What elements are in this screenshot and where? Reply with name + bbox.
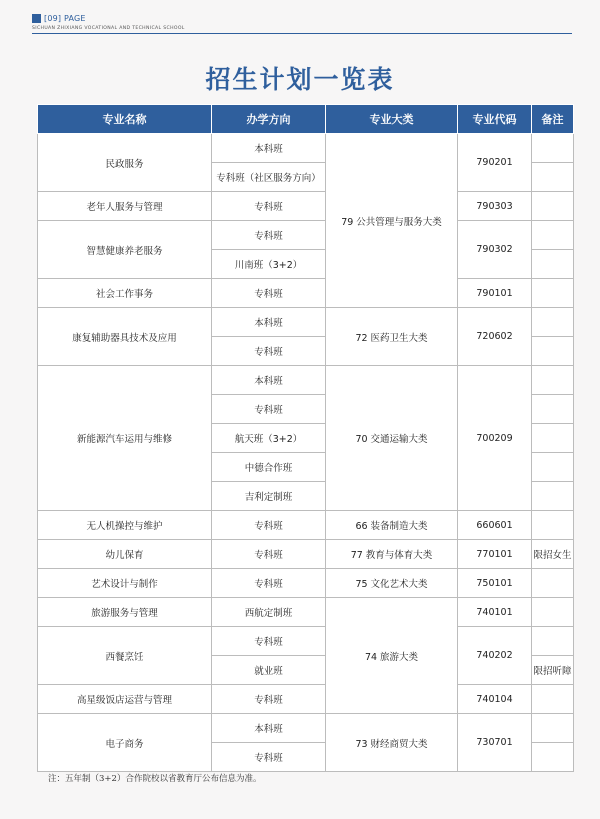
- remark: [532, 482, 574, 511]
- footnote: 注：五年制（3+2）合作院校以省教育厅公布信息为准。: [48, 774, 262, 784]
- major-code: 770101: [458, 540, 532, 569]
- major-category: 74 旅游大类: [326, 598, 458, 714]
- remark: [532, 627, 574, 656]
- remark: [532, 192, 574, 221]
- direction: 专科班: [212, 511, 326, 540]
- remark: [532, 366, 574, 395]
- major-name: 智慧健康养老服务: [38, 221, 212, 279]
- major-code: 740104: [458, 685, 532, 714]
- direction: 本科班: [212, 134, 326, 163]
- direction: 吉利定制班: [212, 482, 326, 511]
- major-code: 750101: [458, 569, 532, 598]
- major-name: 老年人服务与管理: [38, 192, 212, 221]
- header-divider: [32, 33, 572, 34]
- major-category: 77 教育与体育大类: [326, 540, 458, 569]
- table-header-row: [38, 105, 574, 134]
- table-row: [38, 685, 574, 714]
- direction: 专科班: [212, 192, 326, 221]
- direction: 专科班（社区服务方向）: [212, 163, 326, 192]
- column-header-direction: 办学方向: [212, 105, 326, 134]
- table-row: [38, 569, 574, 598]
- page-number: [09] PAGE: [44, 13, 86, 23]
- remark: [532, 250, 574, 279]
- remark: [532, 337, 574, 366]
- remark: [532, 743, 574, 772]
- major-name: 康复辅助器具技术及应用: [38, 308, 212, 366]
- page-marker-icon: [32, 14, 41, 23]
- table-row: [38, 540, 574, 569]
- major-name: 幼儿保育: [38, 540, 212, 569]
- table-row: [38, 598, 574, 627]
- remark: [532, 279, 574, 308]
- major-category: 66 装备制造大类: [326, 511, 458, 540]
- direction: 专科班: [212, 685, 326, 714]
- table-row: [38, 279, 574, 308]
- column-header-major: 专业名称: [38, 105, 212, 134]
- major-name: 无人机操控与维护: [38, 511, 212, 540]
- direction: 专科班: [212, 540, 326, 569]
- table-row: [38, 511, 574, 540]
- direction: 本科班: [212, 366, 326, 395]
- remark: 限招听障: [532, 656, 574, 685]
- major-category: 79 公共管理与服务大类: [326, 134, 458, 308]
- remark: [532, 424, 574, 453]
- page-header: [32, 12, 572, 34]
- table-row: [38, 714, 574, 743]
- major-name: 旅游服务与管理: [38, 598, 212, 627]
- remark: [532, 598, 574, 627]
- school-name: SICHUAN ZHIXIANG VOCATIONAL AND TECHNICAL SCHOOL: [32, 26, 185, 31]
- major-category: 73 财经商贸大类: [326, 714, 458, 772]
- major-code: 790303: [458, 192, 532, 221]
- remark: 限招女生: [532, 540, 574, 569]
- table-row: [38, 134, 574, 163]
- direction: 本科班: [212, 308, 326, 337]
- table-row: [38, 221, 574, 250]
- major-category: 75 文化艺术大类: [326, 569, 458, 598]
- remark: [532, 685, 574, 714]
- major-code: 730701: [458, 714, 532, 772]
- major-name: 电子商务: [38, 714, 212, 772]
- major-code: 720602: [458, 308, 532, 366]
- major-code: 790101: [458, 279, 532, 308]
- major-category: 72 医药卫生大类: [326, 308, 458, 366]
- direction: 专科班: [212, 627, 326, 656]
- major-name: 新能源汽车运用与维修: [38, 366, 212, 511]
- direction: 专科班: [212, 221, 326, 250]
- major-code: 790201: [458, 134, 532, 192]
- major-code: 700209: [458, 366, 532, 511]
- major-code: 790302: [458, 221, 532, 279]
- remark: [532, 511, 574, 540]
- table-row: [38, 366, 574, 395]
- remark: [532, 134, 574, 163]
- remark: [532, 569, 574, 598]
- direction: 航天班（3+2）: [212, 424, 326, 453]
- direction: 专科班: [212, 743, 326, 772]
- remark: [532, 221, 574, 250]
- remark: [532, 163, 574, 192]
- direction: 西航定制班: [212, 598, 326, 627]
- table-row: [38, 308, 574, 337]
- major-category: 70 交通运输大类: [326, 366, 458, 511]
- column-header-code: 专业代码: [458, 105, 532, 134]
- direction: 本科班: [212, 714, 326, 743]
- direction: 专科班: [212, 569, 326, 598]
- major-name: 高星级饭店运营与管理: [38, 685, 212, 714]
- direction: 专科班: [212, 337, 326, 366]
- enrollment-plan-table: [37, 104, 574, 772]
- direction: 专科班: [212, 279, 326, 308]
- major-name: 艺术设计与制作: [38, 569, 212, 598]
- table-row: [38, 192, 574, 221]
- page-title: 招生计划一览表: [205, 65, 395, 94]
- column-header-category: 专业大类: [326, 105, 458, 134]
- major-code: 660601: [458, 511, 532, 540]
- major-name: 民政服务: [38, 134, 212, 192]
- remark: [532, 453, 574, 482]
- major-name: 西餐烹饪: [38, 627, 212, 685]
- direction: 专科班: [212, 395, 326, 424]
- remark: [532, 714, 574, 743]
- column-header-remark: 备注: [532, 105, 574, 134]
- major-code: 740101: [458, 598, 532, 627]
- table-row: [38, 627, 574, 656]
- remark: [532, 308, 574, 337]
- major-name: 社会工作事务: [38, 279, 212, 308]
- direction: 川南班（3+2）: [212, 250, 326, 279]
- remark: [532, 395, 574, 424]
- major-code: 740202: [458, 627, 532, 685]
- direction: 就业班: [212, 656, 326, 685]
- direction: 中德合作班: [212, 453, 326, 482]
